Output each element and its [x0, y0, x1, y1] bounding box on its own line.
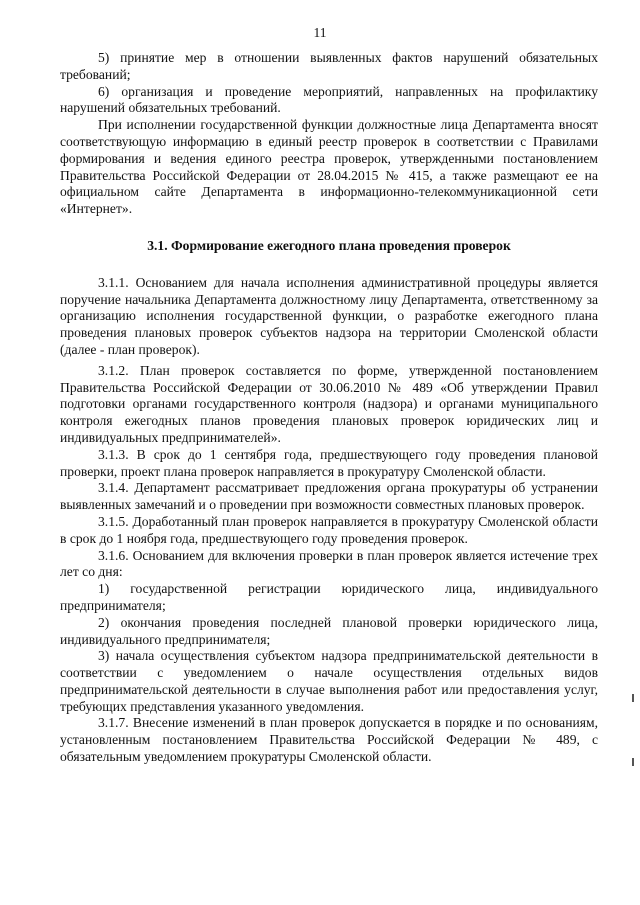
- scan-edge-mark: [632, 694, 634, 702]
- scan-edge-mark: [632, 758, 634, 766]
- clause-3-1-6: 3.1.6. Основанием для включения проверки в план проверок является истечение трех лет со дня:: [60, 547, 598, 580]
- clause-3-1-2: 3.1.2. План проверок составляется по форме, утвержденной постановлением Правительства Российской Федерации от 30.06.2010 № 489 «Об утверждении Правил подготовки органами государственного контроля (надзора) и органами муниципального контроля ежегодных планов проведения плановых проверок юридических лиц и индивидуальных предпринимателей».: [60, 362, 598, 445]
- clause-3-1-5: 3.1.5. Доработанный план проверок направляется в прокуратуру Смоленской области в срок до 1 ноября года, предшествующего году проведения проверок.: [60, 513, 598, 546]
- page-number: 11: [313, 25, 327, 40]
- clause-3-1-3: 3.1.3. В срок до 1 сентября года, предшествующего году проведения плановой проверки, проект плана проверок направляется в прокуратуру Смоленской области.: [60, 446, 598, 479]
- clause-3-1-6-item-3: 3) начала осуществления субъектом надзора предпринимательской деятельности в соответствии с уведомлением о начале осуществления отдельных видов предпринимательской деятельности в случае выполнения работ или предоставления услуг, требующих представления указанного уведомления.: [60, 648, 598, 714]
- clause-3-1-4: 3.1.4. Департамент рассматривает предложения органа прокуратуры об устранении выявленных замечаний и о проведении при возможности совместных плановых проверок.: [60, 480, 598, 513]
- clause-3-1-6-item-2: 2) окончания проведения последней плановой проверки юридического лица, индивидуального предпринимателя;: [60, 614, 598, 647]
- registry-paragraph: При исполнении государственной функции должностные лица Департамента вносят соответствующую информацию в единый реестр проверок в соответствии с Правилами формирования и ведения единого реестра проверок, утвержденными постановлением Правительства Российской Федерации от 28.04.2015 № 415, а также размещают ее на официальном сайте Департамента в информационно-телекоммуникационной сети «Интернет».: [60, 117, 598, 217]
- list-item-6: 6) организация и проведение мероприятий, направленных на профилактику нарушений обязательных требований.: [60, 83, 598, 116]
- clause-3-1-1: 3.1.1. Основанием для начала исполнения административной процедуры является поручение начальника Департамента должностному лицу Департамента, ответственному за организацию исполнения государственной функции, о разработке ежегодного плана проведения плановых проверок субъектов надзора на территории Смоленской области (далее - план проверок).: [60, 274, 598, 357]
- clause-3-1-7: 3.1.7. Внесение изменений в план проверок допускается в порядке и по основаниям, установленным постановлением Правительства Российской Федерации № 489, с обязательным уведомлением прокуратуры Смоленской области.: [60, 715, 598, 765]
- document-body: [60, 50, 598, 766]
- section-heading: 3.1. Формирование ежегодного плана проведения проверок: [147, 237, 511, 253]
- list-item-5: 5) принятие мер в отношении выявленных фактов нарушений обязательных требований;: [60, 50, 598, 82]
- clause-3-1-6-item-1: 1) государственной регистрации юридического лица, индивидуального предпринимателя;: [60, 581, 598, 613]
